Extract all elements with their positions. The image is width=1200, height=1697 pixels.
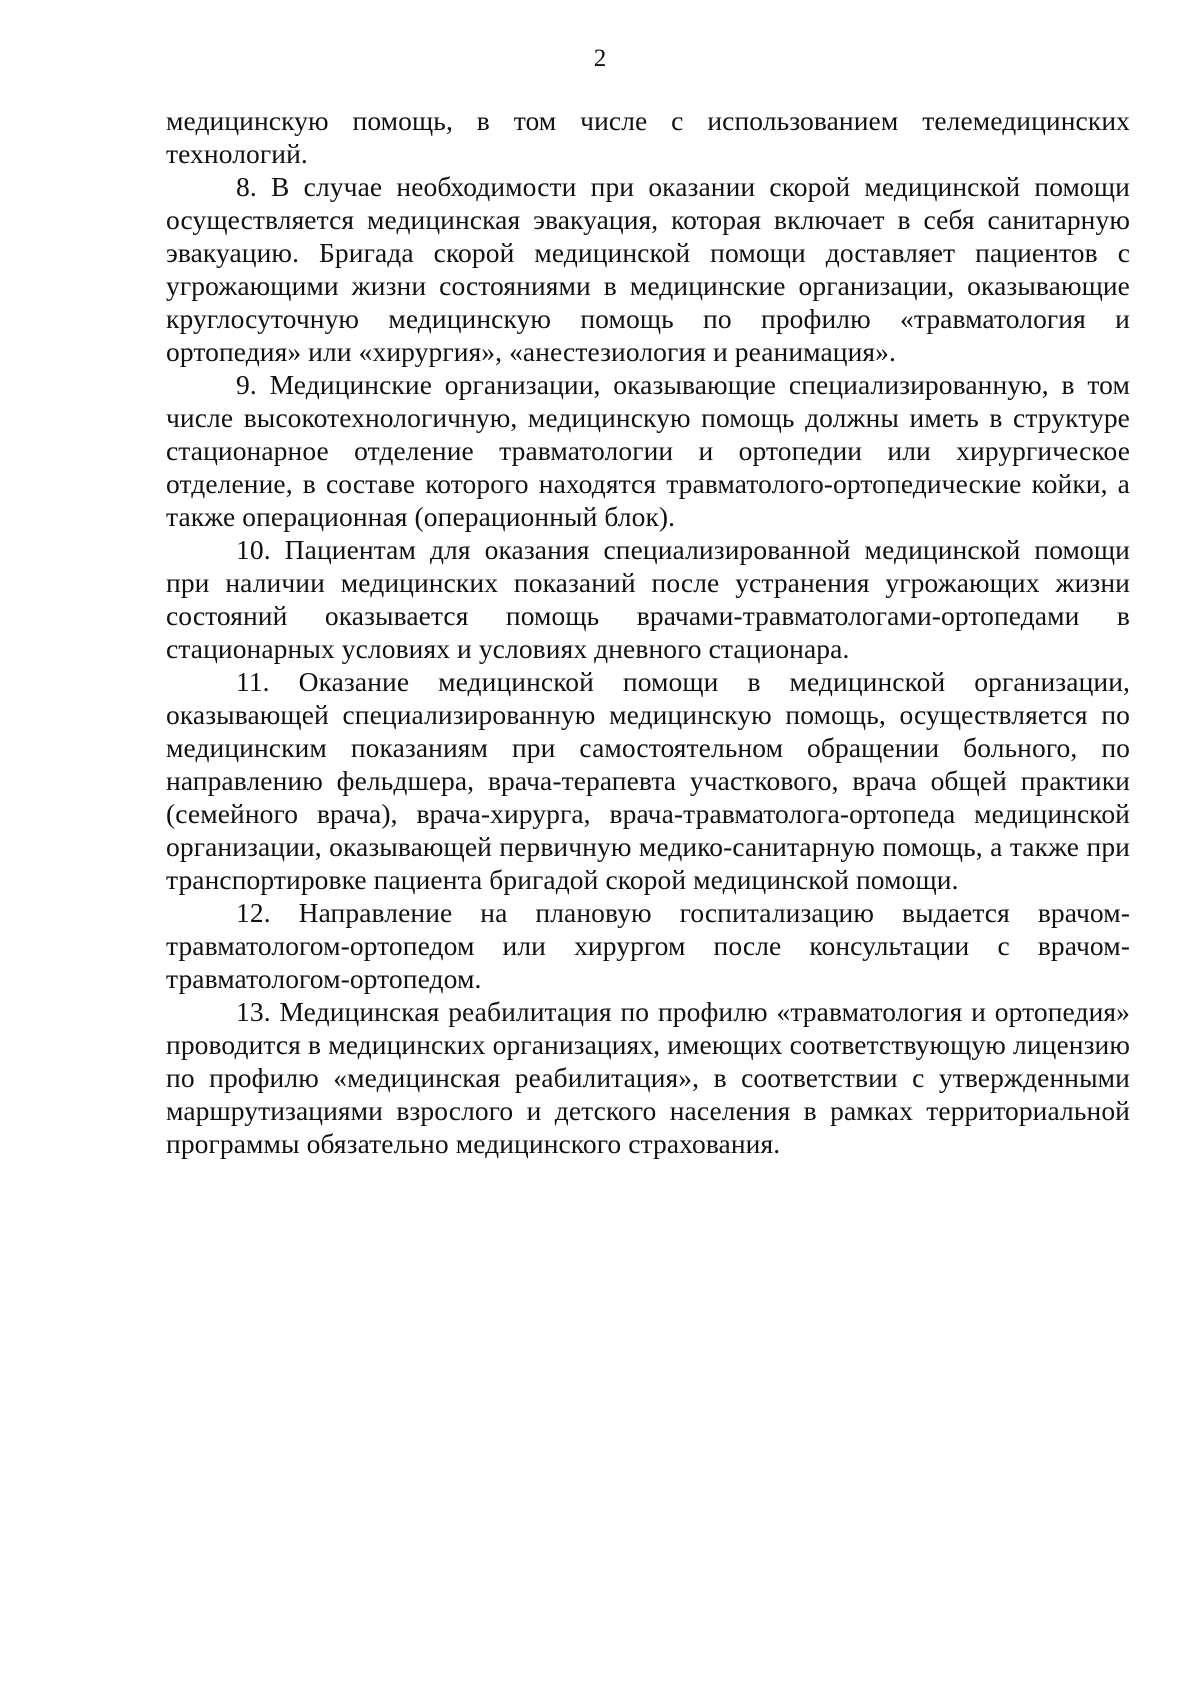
paragraph-item-10: 10. Пациентам для оказания специализированной медицинской помощи при наличии медицинских показаний после устранения угрожающих жизни состояний оказывается помощь врачами-травматологами-ортопедами в стационарных условиях и условиях дневного стационара. <box>166 534 1130 664</box>
document-body <box>166 104 1130 1160</box>
paragraph-continuation: медицинскую помощь, в том числе с использованием телемедицинских технологий. <box>166 105 1130 169</box>
paragraph-item-8: 8. В случае необходимости при оказании скорой медицинской помощи осуществляется медицинская эвакуация, которая включает в себя санитарную эвакуацию. Бригада скорой медицинской помощи доставляет пациентов с угрожающими жизни состояниями в медицинские организации, оказывающие круглосуточную медицинскую помощь по профилю «травматология и ортопедия» или «хирургия», «анестезиология и реанимация». <box>166 171 1130 367</box>
page-number: 2 <box>593 45 607 72</box>
paragraph-item-9: 9. Медицинские организации, оказывающие специализированную, в том числе высокотехнологичную, медицинскую помощь должны иметь в структуре стационарное отделение травматологии и ортопедии или хирургическое отделение, в составе которого находятся травматолого-ортопедические койки, а также операционная (операционный блок). <box>166 369 1130 532</box>
paragraph-item-13: 13. Медицинская реабилитация по профилю «травматология и ортопедия» проводится в медицинских организациях, имеющих соответствующую лицензию по профилю «медицинская реабилитация», в соответствии с утвержденными маршрутизациями взрослого и детского населения в рамках территориальной программы обязательно медицинского страхования. <box>166 996 1130 1159</box>
paragraph-item-11: 11. Оказание медицинской помощи в медицинской организации, оказывающей специализированную медицинскую помощь, осуществляется по медицинским показаниям при самостоятельном обращении больного, по направлению фельдшера, врача-терапевта участкового, врача общей практики (семейного врача), врача-хирурга, врача-травматолога-ортопеда медицинской организации, оказывающей первичную медико-санитарную помощь, а также при транспортировке пациента бригадой скорой медицинской помощи. <box>166 666 1130 895</box>
paragraph-item-12: 12. Направление на плановую госпитализацию выдается врачом-травматологом-ортопедом или хирургом после консультации с врачом-травматологом-ортопедом. <box>166 897 1130 994</box>
